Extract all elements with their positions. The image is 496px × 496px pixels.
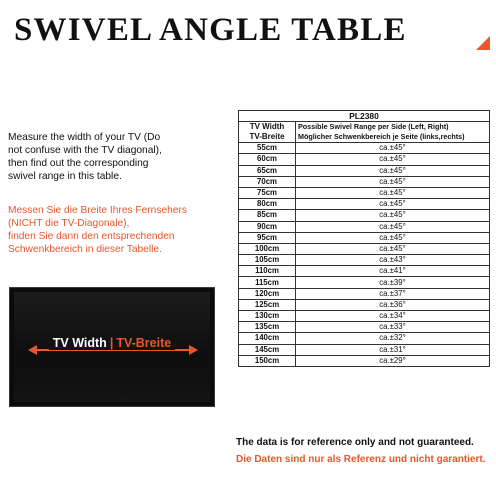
swivel-angle-cell: ca.±31° <box>296 344 490 355</box>
disclaimer-german: Die Daten sind nur als Referenz und nicht garantiert. <box>236 454 486 465</box>
table-row <box>239 266 490 277</box>
table-row <box>239 255 490 266</box>
tv-width-cell: 85cm <box>239 210 296 221</box>
table-row <box>239 355 490 366</box>
table-row <box>239 311 490 322</box>
tv-width-cell: 75cm <box>239 187 296 198</box>
swivel-angle-cell: ca.±45° <box>296 187 490 198</box>
disclaimer-english: The data is for reference only and not guaranteed. <box>236 437 474 448</box>
table-row <box>239 243 490 254</box>
table-row <box>239 165 490 176</box>
swivel-angle-cell: ca.±33° <box>296 322 490 333</box>
swivel-angle-cell: ca.±45° <box>296 154 490 165</box>
column-header-en: Possible Swivel Range per Side (Left, Right) <box>298 122 449 132</box>
instruction-line: (NICHT die TV-Diagonale), <box>8 218 130 229</box>
tv-width-label <box>14 336 210 350</box>
label-separator: | <box>109 336 114 350</box>
tv-width-cell: 100cm <box>239 243 296 254</box>
page-title: SWIVEL ANGLE TABLE <box>14 12 407 48</box>
swivel-angle-cell: ca.±34° <box>296 311 490 322</box>
table-row <box>239 288 490 299</box>
tv-width-cell: 110cm <box>239 266 296 277</box>
table-row <box>239 143 490 154</box>
tv-width-cell: 140cm <box>239 333 296 344</box>
tv-illustration <box>9 287 215 407</box>
instruction-line: swivel range in this table. <box>8 171 122 182</box>
corner-accent <box>476 36 490 50</box>
tv-width-cell: 130cm <box>239 311 296 322</box>
table-row <box>239 344 490 355</box>
tv-width-cell: 95cm <box>239 232 296 243</box>
swivel-angle-cell: ca.±41° <box>296 266 490 277</box>
tv-width-cell: 120cm <box>239 288 296 299</box>
column-header-de: TV-Breite <box>249 132 285 142</box>
swivel-angle-cell: ca.±32° <box>296 333 490 344</box>
instruction-line: then find out the corresponding <box>8 158 149 169</box>
instruction-line: Schwenkbereich in dieser Tabelle. <box>8 244 162 255</box>
table-row <box>239 232 490 243</box>
tv-width-cell: 125cm <box>239 299 296 310</box>
column-header-en: TV Width <box>249 122 285 132</box>
swivel-angle-cell: ca.±45° <box>296 221 490 232</box>
swivel-angle-cell: ca.±29° <box>296 355 490 366</box>
swivel-angle-cell: ca.±45° <box>296 210 490 221</box>
swivel-angle-cell: ca.±45° <box>296 243 490 254</box>
tv-width-cell: 105cm <box>239 255 296 266</box>
table-row <box>239 187 490 198</box>
column-header-de: Möglicher Schwenkbereich je Seite (links,rechts) <box>298 132 465 142</box>
table-body <box>239 143 490 367</box>
table-row <box>239 199 490 210</box>
tv-width-cell: 115cm <box>239 277 296 288</box>
table-row <box>239 299 490 310</box>
table-row <box>239 210 490 221</box>
swivel-range-column-header <box>296 122 490 143</box>
model-header: PL2380 <box>239 111 490 122</box>
tv-width-cell: 150cm <box>239 355 296 366</box>
swivel-angle-cell: ca.±45° <box>296 199 490 210</box>
swivel-angle-cell: ca.±45° <box>296 176 490 187</box>
tv-width-label-en: TV Width <box>49 336 109 350</box>
instructions-german <box>8 204 233 256</box>
tv-width-label-de: TV-Breite <box>114 336 175 350</box>
swivel-angle-cell: ca.±43° <box>296 255 490 266</box>
tv-width-cell: 80cm <box>239 199 296 210</box>
tv-width-cell: 55cm <box>239 143 296 154</box>
table-row <box>239 221 490 232</box>
instruction-line: Messen Sie die Breite Ihres Fernsehers <box>8 205 187 216</box>
table-row <box>239 322 490 333</box>
instruction-line: not confuse with the TV diagonal), <box>8 145 162 156</box>
tv-width-cell: 70cm <box>239 176 296 187</box>
swivel-angle-table <box>238 110 490 367</box>
tv-width-cell: 65cm <box>239 165 296 176</box>
tv-width-cell: 135cm <box>239 322 296 333</box>
tv-width-cell: 145cm <box>239 344 296 355</box>
instruction-line: finden Sie dann den entsprechenden <box>8 231 175 242</box>
swivel-angle-cell: ca.±45° <box>296 232 490 243</box>
tv-screen <box>14 292 210 402</box>
swivel-angle-cell: ca.±37° <box>296 288 490 299</box>
swivel-angle-cell: ca.±36° <box>296 299 490 310</box>
table-row <box>239 277 490 288</box>
swivel-angle-cell: ca.±45° <box>296 143 490 154</box>
tv-width-column-header <box>239 122 296 143</box>
instruction-line: Measure the width of your TV (Do <box>8 132 161 143</box>
tv-width-cell: 60cm <box>239 154 296 165</box>
swivel-angle-cell: ca.±39° <box>296 277 490 288</box>
tv-width-cell: 90cm <box>239 221 296 232</box>
table-row <box>239 333 490 344</box>
table-row <box>239 154 490 165</box>
swivel-angle-cell: ca.±45° <box>296 165 490 176</box>
instructions-english <box>8 131 233 183</box>
table-row <box>239 176 490 187</box>
